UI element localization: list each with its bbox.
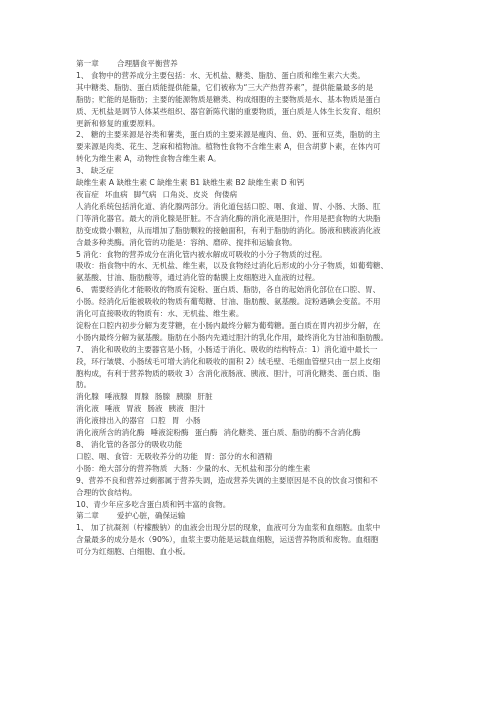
text-line: [76, 213, 452, 225]
text-line: [76, 249, 452, 261]
text-segment: 第二章: [76, 511, 99, 521]
text-segment: 缺维生素 A 缺维生素 C 缺维生素 B1 缺维生素 B2 缺维生素 D 和钙: [76, 178, 305, 188]
text-segment: 口角炎、皮炎: [162, 189, 209, 199]
text-segment: 小肠。经消化后能被吸收的物质有葡萄糖、甘油、脂肪酸、氨基酸。淀粉遇碘会变蓝。不用: [76, 297, 381, 307]
text-segment: 转化为维生素 A，动物性食物含维生素 A。: [76, 154, 221, 164]
text-segment: 10、青少年应多吃含蛋白质和钙丰富的食物。: [76, 499, 231, 509]
text-line: [76, 427, 452, 439]
text-segment: 2、 糖的主要来源是谷类和薯类，蛋白质的主要来源是瘦肉、鱼、奶、蛋和豆类，脂肪的主: [76, 130, 381, 140]
text-line: [76, 237, 452, 249]
text-line: [76, 308, 452, 320]
text-line: [76, 177, 452, 189]
text-segment: 坏血病: [104, 189, 128, 199]
text-segment: 爱护心脏，确保运输: [116, 511, 186, 521]
text-segment: 含最多种类酶。消化管的功能是：容纳、磨碎、搅拌和运输食物。: [76, 237, 297, 247]
text-line: [76, 106, 452, 118]
text-segment: 6、 需要经消化才能吸收的物质有淀粉、蛋白质、脂肪，各自的起始消化部位在口腔、胃、: [76, 285, 381, 295]
text-segment: 夜盲症: [76, 189, 99, 199]
text-line: [76, 475, 452, 487]
text-line: [76, 272, 452, 284]
text-line: [76, 284, 452, 296]
text-segment: 氨基酸、甘油、脂肪酸等，通过消化管的黏膜上皮细胞进入血液的过程。: [76, 273, 320, 283]
text-segment: 胰腺: [176, 392, 192, 402]
text-line: [76, 451, 452, 463]
text-line: [76, 391, 452, 403]
text-line: [76, 499, 452, 511]
text-segment: 肪。: [76, 380, 92, 390]
text-line: [76, 368, 452, 380]
text-segment: 段，环行皱襞、小肠绒毛可增大消化和吸收的面积 2）绒毛壁、毛细血管壁只由一层上皮细: [76, 356, 381, 366]
text-segment: 合理膳食平衡营养: [116, 59, 178, 68]
text-segment: 口腔: [150, 416, 166, 426]
text-segment: 胞构成，有利于营养物质的吸收 3）含消化液肠液、胰液、胆汁，可消化糖类、蛋白质、脂: [76, 368, 381, 378]
text-line: [76, 356, 452, 368]
text-line: [76, 141, 452, 153]
text-segment: 其中糖类、脂肪、蛋白质能提供能量，它们被称为“三大产热营养素”，提供能量最多的是: [76, 82, 374, 92]
text-segment: 唾液淀粉酶: [150, 428, 189, 438]
text-segment: 质、无机盐是调节人体某些组织、器官新陈代谢的重要物质，蛋白质是人体生长发育、组织: [76, 106, 381, 116]
text-segment: 口腔、咽、食管：无吸收养分的功能: [76, 451, 198, 461]
text-line: [76, 118, 452, 130]
text-segment: 更新和修复的重要原料。: [76, 118, 160, 128]
text-line: [76, 534, 452, 546]
text-segment: 消化腺: [76, 392, 99, 402]
text-line: [76, 344, 452, 356]
text-segment: 含量最多的成分是水（90%），血浆主要功能是运载血细胞，运送营养物质和废物。血细胞: [76, 535, 379, 545]
text-segment: 胰液: [168, 404, 184, 414]
document-body: [76, 58, 452, 558]
text-line: [76, 129, 452, 141]
text-segment: 胃: [171, 416, 180, 426]
text-segment: 消化液所含的消化酶: [76, 428, 145, 438]
text-segment: 3、 缺乏症: [76, 166, 114, 176]
text-line: [76, 510, 452, 522]
text-segment: 肝脏: [197, 392, 213, 402]
text-segment: 胃腺: [133, 392, 149, 402]
text-segment: 胆汁: [189, 404, 206, 414]
text-line: [76, 70, 452, 82]
text-line: [76, 58, 452, 70]
text-segment: 9、营养不良和营养过剩都属于营养失调，造成营养失调的主要原因是不良的饮食习惯和不: [76, 475, 378, 485]
text-line: [76, 332, 452, 344]
text-line: [76, 522, 452, 534]
text-line: [76, 379, 452, 391]
text-segment: 第一章: [76, 59, 99, 68]
text-line: [76, 487, 452, 499]
text-segment: 1、 加了抗凝剂（柠檬酸钠）的血液会出现分层的现象，血液可分为血浆和血细胞。血浆中: [76, 523, 381, 533]
text-segment: 小肠内最终分解为氨基酸。脂肪在小肠内先通过胆汁的乳化作用，最终消化为甘油和脂肪酸。: [76, 332, 389, 342]
text-segment: 小肠: [185, 416, 201, 426]
text-segment: 人消化系统包括消化道、消化腺两部分。消化道包括口腔、咽、食道、胃、小肠、大肠、肛: [76, 201, 381, 211]
text-line: [76, 189, 452, 201]
text-segment: 唾液腺: [104, 392, 128, 402]
text-line: [76, 463, 452, 475]
text-segment: 消化可直接吸收的物质有：水、无机盐、维生素。: [76, 309, 244, 319]
text-segment: 7、 消化和吸收的主要器官是小肠，小肠适于消化、吸收的结构特点：1）消化道中最长一: [76, 344, 378, 354]
text-segment: 大肠：少量的水、无机盐和部分的维生素: [173, 463, 311, 473]
text-line: [76, 153, 452, 165]
text-segment: 8、 消化管的各部分的吸收功能: [76, 440, 183, 449]
text-segment: 小肠：绝大部分的营养物质: [76, 463, 168, 473]
text-segment: 门等消化器官。最大的消化腺是肝脏。不含消化酶的消化液是胆汁，作用是把食物的大块脂: [76, 213, 381, 223]
text-segment: 佝偻病: [214, 189, 238, 199]
text-segment: 消化液: [76, 404, 99, 414]
text-segment: 脂肪；贮能的是脂肪；主要的能源物质是糖类、构成细胞的主要物质是水、基本物质是蛋白: [76, 94, 381, 104]
text-segment: 5 消化：食物的营养成分在消化管内被水解成可吸收的小分子物质的过程。: [76, 249, 327, 259]
text-segment: 胃液: [126, 404, 142, 414]
text-segment: 唾液: [104, 404, 121, 414]
text-segment: 淀粉在口腔内初步分解为麦芽糖，在小肠内最终分解为葡萄糖。蛋白质在胃内初步分解，在: [76, 320, 381, 330]
text-line: [76, 201, 452, 213]
text-segment: 肪变成微小颗粒，从而增加了脂肪颗粒的接触面积，有利于脂肪的消化。肠液和胰液消化液: [76, 225, 381, 235]
text-segment: 肠液: [147, 404, 163, 414]
text-line: [76, 225, 452, 237]
text-segment: 要来源是肉类、花生、芝麻和植物油。植物性食物不含维生素 A，但含胡萝卜素，在体内可: [76, 142, 381, 152]
text-line: [76, 82, 452, 94]
text-line: [76, 415, 452, 427]
text-line: [76, 260, 452, 272]
text-line: [76, 320, 452, 332]
text-line: [76, 439, 452, 451]
text-segment: 消化液排出入的器官: [76, 416, 145, 426]
text-segment: 胃：部分的水和酒精: [203, 451, 273, 461]
text-line: [76, 94, 452, 106]
text-segment: 1、 食物中的营养成分主要包括：水、无机盐、糖类、脂肪、蛋白质和维生素六大类。: [76, 70, 365, 80]
text-line: [76, 546, 452, 558]
text-segment: 脚气病: [133, 189, 157, 199]
text-line: [76, 296, 452, 308]
text-segment: 合理的饮食结构。: [76, 487, 137, 497]
text-segment: 消化糖类、蛋白质、脂肪的酶不含消化酶: [223, 428, 361, 438]
text-line: [76, 165, 452, 177]
text-line: [76, 403, 452, 415]
text-segment: 蛋白酶: [194, 428, 218, 438]
text-segment: 吸收：指食物中的水、无机盐、维生素，以及食物经过消化后形成的小分子物质，如葡萄糖、: [76, 261, 389, 271]
text-segment: 肠腺: [154, 392, 171, 402]
text-segment: 可分为红细胞、白细胞、血小板。: [76, 547, 191, 557]
